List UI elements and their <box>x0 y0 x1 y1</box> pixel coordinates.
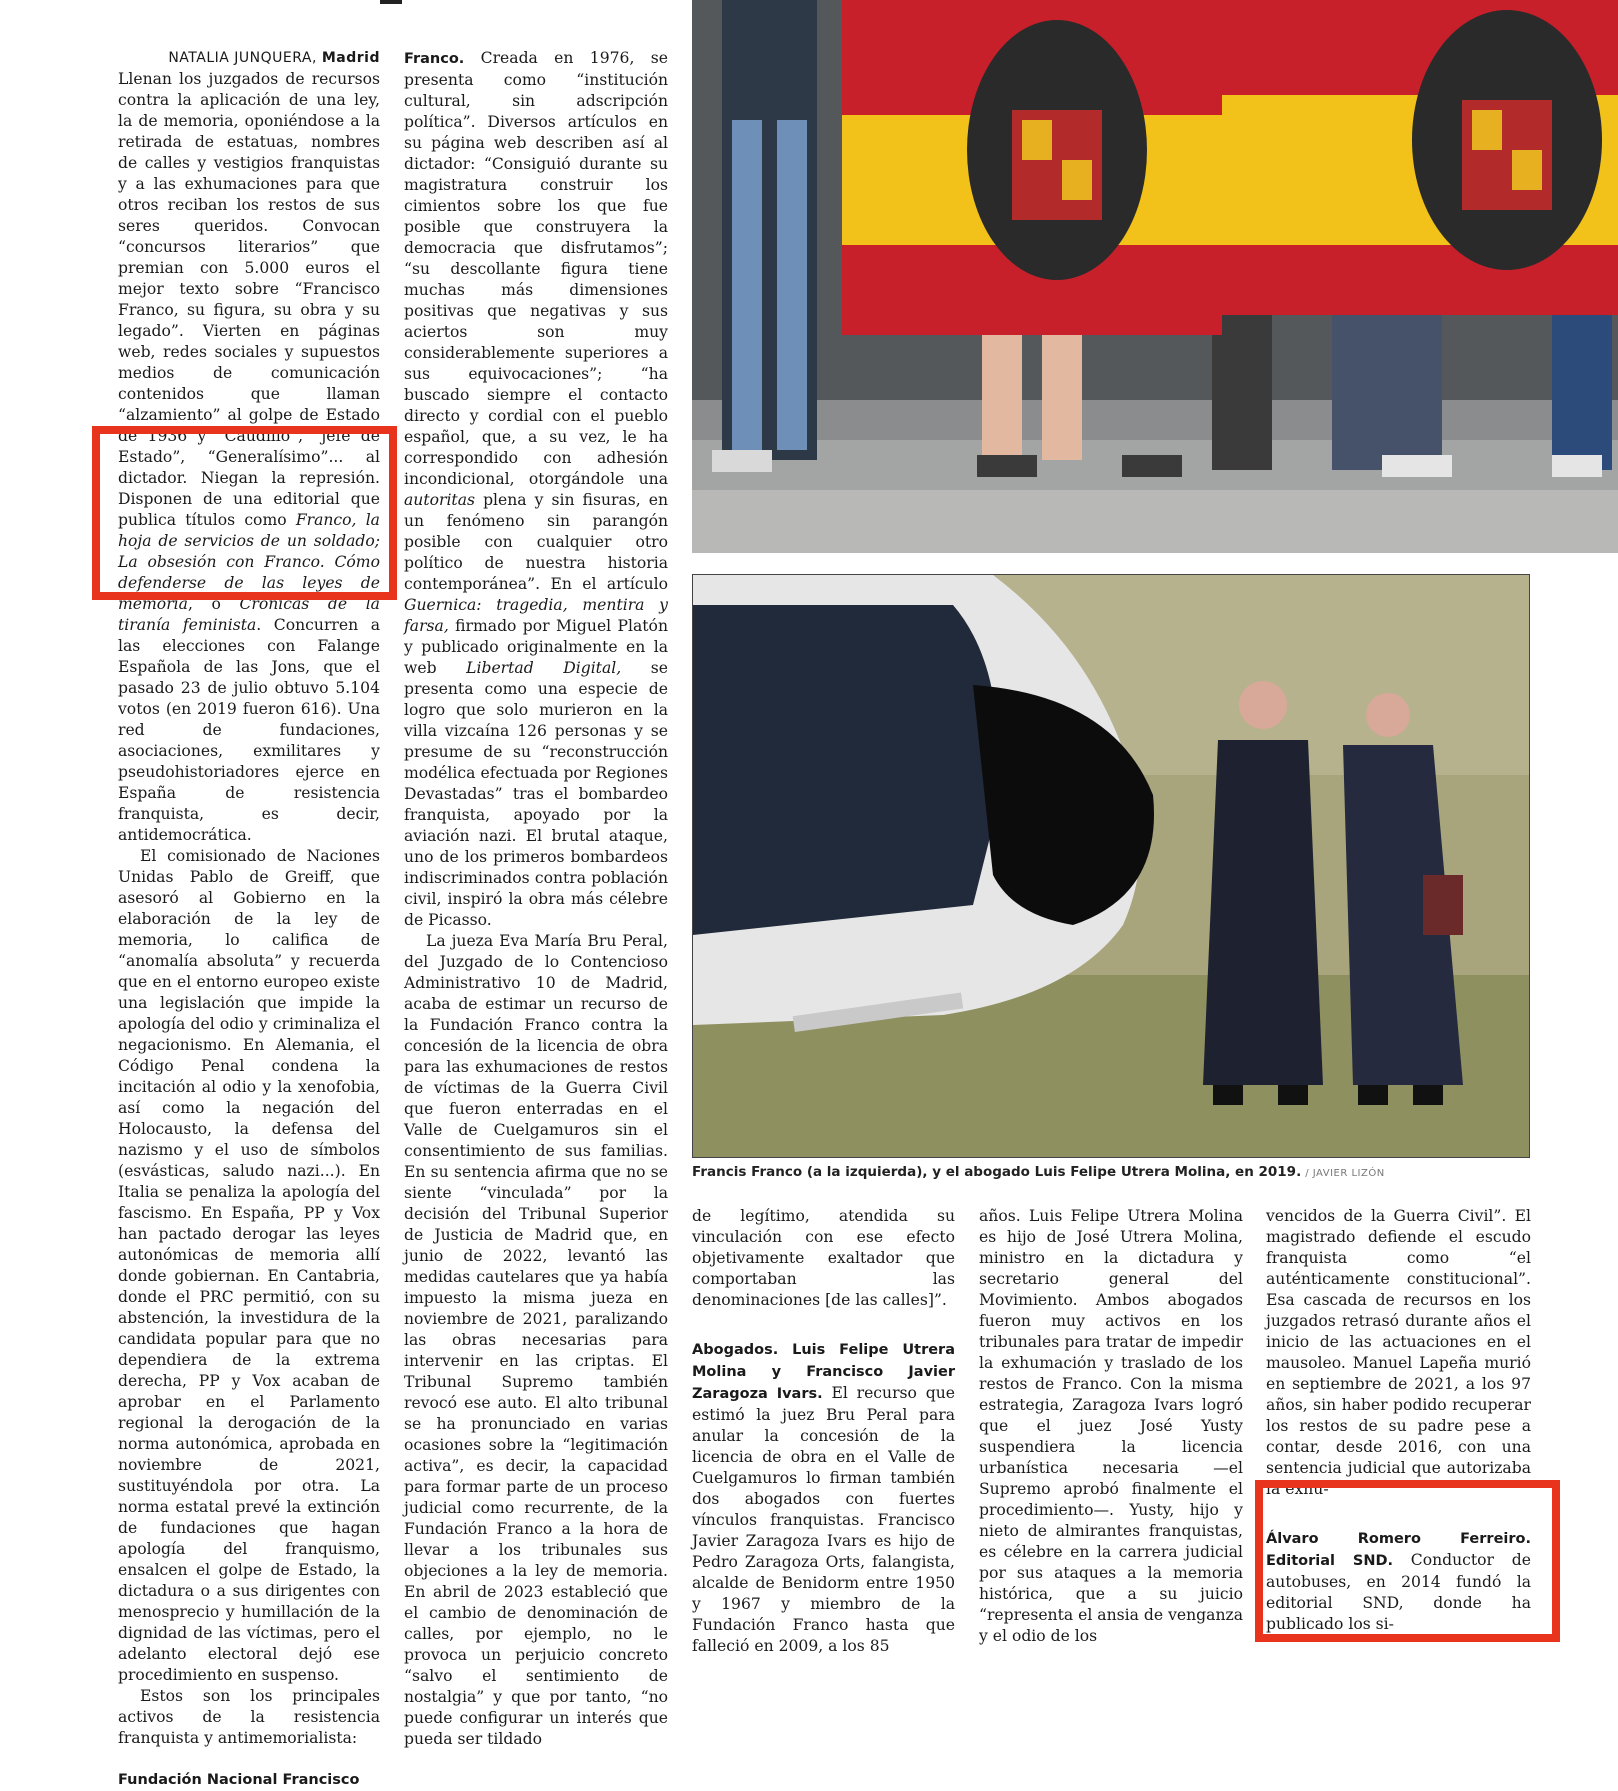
photo-caption <box>692 1164 1592 1180</box>
paragraph-text: plena y sin fisuras, en un fenómeno sin parangón posible con cualquier otro político de nuestra historia contemporánea”. En el artículo <box>404 491 668 593</box>
paragraph-text: , o <box>187 595 221 613</box>
paragraph-text: Creada en 1976, se presenta como “institución cultural, sin adscripción política”. Diversos artículos en su página web describen así al dictador: “Consiguió durante su magistratura construir los cimientos sobre los que fue posible que construyera la democracia que disfrutamos”; “su descollante figura tiene muchas más dimensiones positivas que negativas y sus aciertos son muy considerablemente superiores a sus equivocaciones”; “ha buscado siempre el contacto directo y cordial con el pueblo español, que, a su vez, le ha correspondido con adhesión incondicional, otorgándole una <box>404 49 668 488</box>
article-column-1 <box>118 48 380 1791</box>
book-title: Franco, la hoja de servicios de un soldado; La obsesión con Franco. Cómo defenderse de las leyes de memoria <box>118 511 380 613</box>
paragraph: años. Luis Felipe Utrera Molina es hijo de José Utrera Molina, ministro en la dictadura y secretario general del Movimiento. Ambos abogados fueron muy activos en los tribunales para tratar de impedir la exhumación y traslado de los restos de Franco. Con la misma estrategia, Zaragoza Ivars logró que el juez José Yusty suspendiera la licencia urbanística necesaria —el Supremo aprobó finalmente el procedimiento—. Yusty, hijo y nieto de almirantes franquistas, es célebre en la carrera judicial por sus ataques a la memoria histórica, que a su juicio “representa el ansia de venganza y el odio de los <box>979 1207 1243 1645</box>
top-rule-mark <box>380 0 402 4</box>
paragraph: El comisionado de Naciones Unidas Pablo de Greiff, que asesoró al Gobierno en la elaboración de la ley de memoria, lo califica de “anomalía absoluta” y recuerda que en el entorno europeo existe una legislación que impide la apología del odio y criminaliza el negacionismo. En Alemania, el Código Penal condena la incitación al odio y la xenofobia, así como la negación del Holocausto, la defensa del nazismo y el uso de símbolos (esvásticas, saludo nazi...). En Italia se penaliza la apología del fascismo. En España, PP y Vox han pactado derogar las leyes autonómicas de memoria allí donde gobiernan. En Cantabria, donde el PRC permitió, con su abstención, la investidura de la candidata popular para que no dependiera de la extrema derecha, PP y Vox acaban de aprobar en el Parlamento regional la derogación de la norma autonómica, aprobada en noviembre de 2021, sustituyéndola por otra. La norma estatal prevé la extinción de fundaciones que hagan apología del franquismo, ensalcen el golpe de Estado, la dictadura o a sus dirigentes con menosprecio y humillación de la dignidad de las víctimas, pero el adelanto electoral dejó ese procedimiento en suspenso. <box>118 847 380 1684</box>
section-subhead: Fundación Nacional Francisco <box>118 1772 360 1788</box>
article-column-3 <box>692 1206 955 1657</box>
byline <box>118 48 380 69</box>
paragraph-text: Conductor de autobuses, en 2014 fundó la editorial SND, donde ha publicado los si- <box>1266 1551 1531 1633</box>
byline-author: NATALIA JUNQUERA, <box>168 50 317 66</box>
paragraph-text: . Concurren a las elecciones con Falange Española de las Jons, que el pasado 23 de julio obtuvo 5.104 votos (en 2019 fueron 616). Una red de fundaciones, asociaciones, exmilitares y pseudohistoriadores ejerce en España de resistencia franquista, es decir, antidemocrática. <box>118 616 380 844</box>
paragraph-text: se presenta como una especie de logro que solo murieron en la villa vizcaína 126 personas y se presume de su “reconstrucción modélica efectuada por Regiones Devastadas” tras el bombardeo franquista, apoyado por la aviación nazi. El brutal ataque, uno de los primeros bombardeos indiscriminados contra población civil, inspiró la obra más célebre de Picasso. <box>404 659 668 929</box>
paragraph: La jueza Eva María Bru Peral, del Juzgado de lo Contencioso Administrativo 10 de Madrid, acaba de estimar un recurso de la Fundación Franco contra la concesión de la licencia de obra para las exhumaciones de restos de víctimas de la Guerra Civil que fueron enterradas en el Valle de Cuelgamuros sin el consentimiento de sus familias. En su sentencia afirma que no se siente “vinculada” por la decisión del Tribunal Superior de Justicia de Madrid que, en junio de 2022, levantó las medidas cautelares que ya había impuesto la misma jueza en noviembre de 2021, paralizando las obras necesarias para intervenir en las criptas. El Tribunal Supremo también revocó ese auto. El alto tribunal se ha pronunciado en varias ocasiones sobre la “legitimación activa”, es decir, la capacidad para formar parte de un proceso judicial como recurrente, de la Fundación Franco a la hora de llevar a los tribunales sus objeciones a la ley de memoria. En abril de 2023 estableció que el cambio de denominación de calles, por ejemplo, no le provoca un perjuicio concreto “salvo el sentimiento de nostalgia” y que por tanto, “no puede configurar un interés que pueda ser tildado <box>404 932 668 1748</box>
paragraph <box>1266 1528 1531 1635</box>
photo-helicopter-men <box>692 574 1530 1158</box>
photo-flags <box>692 0 1618 553</box>
byline-place: Madrid <box>321 50 380 66</box>
photo-credit: / JAVIER LIZÓN <box>1305 1168 1385 1179</box>
paragraph: vencidos de la Guerra Civil”. El magistrado defiende el escudo franquista como “el auténticamente constitucional”. Esa cascada de recursos en los juzgados retrasó durante años el inicio de las actuaciones en el mausoleo. Manuel Lapeña murió en septiembre de 2021, a los 97 años, sin haber podido recuperar los restos de su padre pese a contar, desde 2016, con una sentencia judicial que autorizaba la exhu- <box>1266 1207 1531 1498</box>
caption-text: Francis Franco (a la izquierda), y el abogado Luis Felipe Utrera Molina, en 2019. <box>692 1164 1302 1180</box>
section-subhead: Abogados. Luis Felipe Utrera Molina y Francisco Javier Zaragoza Ivars. <box>692 1342 955 1402</box>
man-left-figure <box>1203 681 1323 1105</box>
paragraph-text: El recurso que estimó la juez Bru Peral para anular la concesión de la licencia de obra en el Valle de Cuelgamuros lo firman también dos abogados con fuertes vínculos franquistas. Francisco Javier Zaragoza Ivars es hijo de Pedro Zaragoza Orts, falangista, alcalde de Benidorm entre 1950 y 1967 y miembro de la Fundación Franco hasta que falleció en 2009, a los 85 <box>692 1384 955 1655</box>
paragraph: Estos son los principales activos de la resistencia franquista y antimemorialista: <box>118 1687 380 1747</box>
article-column-5 <box>1266 1206 1531 1635</box>
article-column-4 <box>979 1206 1243 1647</box>
paragraph-text: Llenan los juzgados de recursos contra la aplicación de una ley, la de memoria, oponiéndose a la retirada de estatuas, nombres de calles y vestigios franquistas y a las exhumaciones para que otros reciban los restos de sus seres queridos. Convocan “concursos literarios” que premian con 5.000 euros el mejor texto sobre “Francisco Franco, su figura, su obra y su legado”. Vierten en páginas web, redes sociales y supuestos medios de comunicación contenidos que llaman “alzamiento” al golpe de Estado de 1936 y “Caudillo”, “jefe de Estado”, “Generalísimo”... al dictador. Niegan la represión. Disponen de una editorial que publica títulos como <box>118 70 380 529</box>
paragraph <box>692 1339 955 1657</box>
article-title: Guernica: tragedia, mentira y farsa, <box>404 596 668 635</box>
section-subhead: Álvaro Romero Ferreiro. Editorial SND. <box>1266 1531 1531 1569</box>
italic-term: autoritas <box>404 491 476 509</box>
book-title: Crónicas de la tiranía feminista <box>118 595 380 634</box>
flags-illustration <box>692 0 1618 553</box>
paragraph-text: firmado por Miguel Platón y publicado originalmente en la web <box>404 617 668 677</box>
paragraph <box>118 69 380 846</box>
helicopter-scene-illustration <box>693 575 1530 1158</box>
flag-right <box>1222 0 1618 315</box>
paragraph: de legítimo, atendida su vinculación con ese efecto objetivamente exaltador que comportaban las denominaciones [de las calles]”. <box>692 1207 955 1309</box>
paragraph <box>404 48 668 931</box>
publication-name: Libertad Digital, <box>466 659 622 677</box>
section-subhead: Franco. <box>404 51 465 67</box>
flag-left <box>842 0 1222 335</box>
article-column-2 <box>404 48 668 1750</box>
